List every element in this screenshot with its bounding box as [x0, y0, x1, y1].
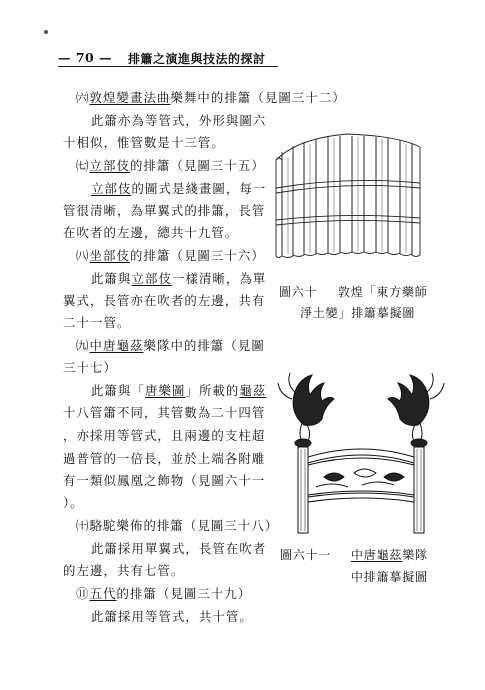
- section-8-heading: [76, 246, 265, 264]
- paragraph-line: 此簫採用等管式，共十管。: [91, 609, 253, 624]
- paragraph-line: 在吹者的左邊，總共十九管。: [63, 225, 239, 240]
- paragraph-line: [91, 381, 266, 399]
- scan-mark: [44, 30, 48, 34]
- figure-60-panpipe-drawing: [268, 128, 428, 268]
- figure-60-caption: 淨土變」排簫摹擬圖: [300, 306, 416, 320]
- text: 一樣清晰，為單: [171, 271, 267, 286]
- paragraph-line: ）。: [63, 495, 84, 510]
- running-title: 排簫之演進與技法的探討: [128, 52, 266, 66]
- paragraph-line: 的左邊，共有七管。: [63, 563, 185, 578]
- text: 此簫與「: [91, 383, 145, 398]
- caption-text: 樂隊: [402, 548, 428, 562]
- section-10-heading: ㈩駱駝樂佈的排簫（見圖三十八）: [76, 518, 279, 533]
- heading-term: 坐部伎: [89, 248, 130, 263]
- text: 的圖式是綫畫圖，每一: [131, 181, 267, 196]
- heading-term: 立部伎: [89, 158, 130, 173]
- section-number: ㈦: [76, 158, 90, 173]
- heading-text: 樂舞中的排簫（見圖三十二）: [170, 90, 346, 105]
- figure-61-caption: 中排簫摹擬圖: [351, 570, 428, 584]
- paragraph-line: 二十一管。: [63, 315, 131, 330]
- section-number: ⑪: [76, 586, 90, 601]
- paragraph-line: 管很清晰，為單翼式的排簫，長管: [63, 203, 266, 218]
- text: 」所載的: [185, 383, 240, 398]
- figure-61-phoenix-panpipe-drawing: [272, 365, 450, 535]
- paragraph-line: 此簫採用單翼式，長管在吹者: [91, 541, 267, 556]
- paragraph-line: ，亦採用等管式，且兩邊的支柱超: [63, 428, 266, 443]
- term: 立部伎: [91, 181, 132, 196]
- paragraph-line: 三十七）: [63, 360, 117, 375]
- text: 此簫與: [91, 271, 132, 286]
- caption-term: 中唐龜茲: [351, 548, 403, 562]
- heading-text: 的排簫（見圖三十九）: [116, 586, 252, 601]
- figure-61-caption: [351, 546, 428, 563]
- figure-60-label: 圖六十: [279, 285, 318, 299]
- section-6-heading: [76, 88, 346, 106]
- section-number: ㈨: [76, 338, 90, 353]
- section-7-heading: [76, 156, 265, 174]
- paragraph-line: 過普管的一倍長，並於上端各附雕: [63, 451, 266, 466]
- paragraph-line: 此簫亦為等管式，外形與圖六: [91, 113, 267, 128]
- section-number: ㈧: [76, 248, 90, 263]
- heading-term: 五代: [89, 586, 117, 601]
- heading-text: 樂隊中的排簫（見圖: [143, 338, 265, 353]
- page-number: — 70 —: [58, 50, 113, 65]
- figure-61-label: 圖六十一: [280, 548, 332, 562]
- paragraph-line: 翼式，長管亦在吹者的左邊，共有: [63, 293, 266, 308]
- paragraph-line: [91, 179, 266, 197]
- term: 龜茲: [239, 383, 267, 398]
- paragraph-line: 十相似，惟管數是十三管。: [63, 135, 225, 150]
- section-11-heading: [76, 584, 251, 602]
- heading-text: 的排簫（見圖三十五）: [129, 158, 265, 173]
- section-number: ㈥: [76, 90, 90, 105]
- section-9-heading: [76, 336, 265, 354]
- heading-text: 的排簫（見圖三十六）: [129, 248, 265, 263]
- paragraph-line: 有一類似鳳凰之飾物（見圖六十一: [63, 473, 266, 488]
- figure-60-caption: 敦煌「東方藥師: [338, 285, 428, 299]
- paragraph-line: 十八管簫不同，其管數為二十四管: [63, 405, 266, 420]
- term: 立部伎: [131, 271, 172, 286]
- paragraph-line: [91, 269, 266, 287]
- heading-term: 敦煌變畫法曲: [89, 90, 171, 105]
- term: 唐樂圖: [144, 383, 186, 398]
- heading-term: 中唐龜茲: [89, 338, 144, 353]
- header-rule: [58, 66, 278, 67]
